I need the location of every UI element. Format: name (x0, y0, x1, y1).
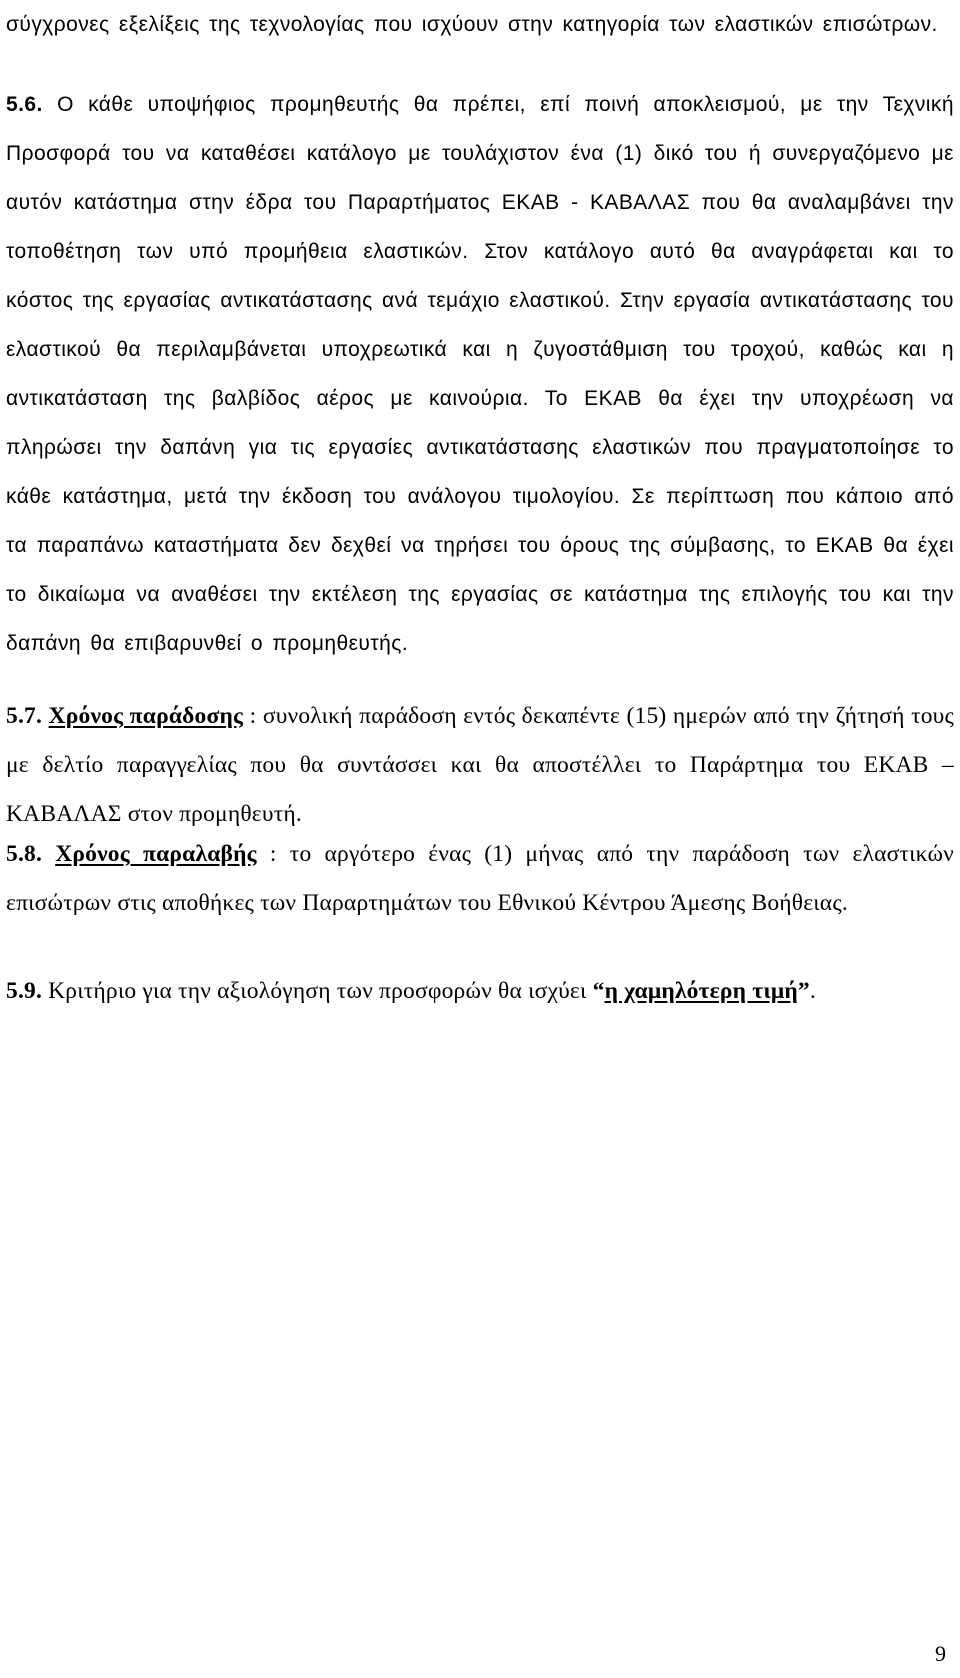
intro-text: σύγχρονες εξελίξεις της τεχνολογίας που ισχύουν στην κατηγορία των ελαστικών επισώτρων. (6, 13, 938, 36)
section-number: 5.7. (6, 703, 43, 729)
intro-paragraph (6, 0, 954, 49)
section-number: 5.8. (6, 841, 43, 867)
page-number: 9 (935, 1641, 946, 1666)
section-5-9-text: Κριτήριο για την αξιολόγηση των προσφορών θα ισχύει (42, 978, 593, 1004)
section-number: 5.6. (6, 93, 43, 116)
section-5-9-paragraph (6, 967, 954, 1016)
receipt-time-heading: Χρόνος παραλαβής (55, 841, 257, 867)
delivery-time-heading: Χρόνος παράδοσης (48, 703, 244, 729)
section-5-9-end: . (809, 978, 816, 1004)
section-number: 5.9. (6, 978, 43, 1004)
section-5-8-text: : το αργότερο ένας (1) μήνας από την παράδοση των ελαστικών επισώτρων στις αποθήκες των Παραρτημάτων του Εθνικού Κέντρου Άμεσης Βοήθειας. (6, 841, 954, 916)
section-5-7-paragraph (6, 692, 954, 839)
section-5-6-text: Ο κάθε υποψήφιος προμηθευτής θα πρέπει, επί ποινή αποκλεισμού, με την Τεχνική Προσφορά του να καταθέσει κατάλογο με τουλάχιστον ένα (1) δικό του ή συνεργαζόμενο με αυτόν κατάστημα στην έδρα του Παραρτήματος ΕΚΑΒ - ΚΑΒΑΛΑΣ που θα αναλαμβάνει την τοποθέτηση των υπό προμήθεια ελαστικών. Στον κατάλογο αυτό θα αναγράφεται και το κόστος της εργασίας αντικατάστασης ανά τεμάχιο ελαστικού. Στην εργασία αντικατάστασης του ελαστικού θα περιλαμβάνεται υποχρεωτικά και η ζυγοστάθμιση του τροχού, καθώς και η αντικατάσταση της βαλβίδος αέρος με καινούρια. Το ΕΚΑΒ θα έχει την υποχρέωση να πληρώσει την δαπάνη για τις εργασίες αντικατάστασης ελαστικών που πραγματοποίησε το κάθε κατάστημα, μετά την έκδοση του ανάλογου τιμολογίου. Σε περίπτωση που κάποιο από τα παραπάνω καταστήματα δεν δεχθεί να τηρήσει του όρους της σύμβασης, το ΕΚΑΒ θα έχει το δικαίωμα να αναθέσει την εκτέλεση της εργασίας σε κατάστημα της επιλογής του και την δαπάνη θα επιβαρυνθεί ο προμηθευτής. (6, 93, 954, 655)
open-quote: “ (592, 978, 605, 1004)
lowest-price-criterion: η χαμηλότερη τιμή (604, 978, 798, 1004)
close-quote: ” (797, 978, 810, 1004)
section-5-6-paragraph (6, 80, 954, 668)
section-5-7-text: : συνολική παράδοση εντός δεκαπέντε (15) ημερών από την ζήτησή τους με δελτίο παραγγελίας που θα συντάσσει και θα αποστέλλει το Παράρτημα του ΕΚΑΒ –ΚΑΒΑΛΑΣ στον προμηθευτή. (6, 703, 955, 827)
section-5-8-paragraph (6, 830, 954, 928)
